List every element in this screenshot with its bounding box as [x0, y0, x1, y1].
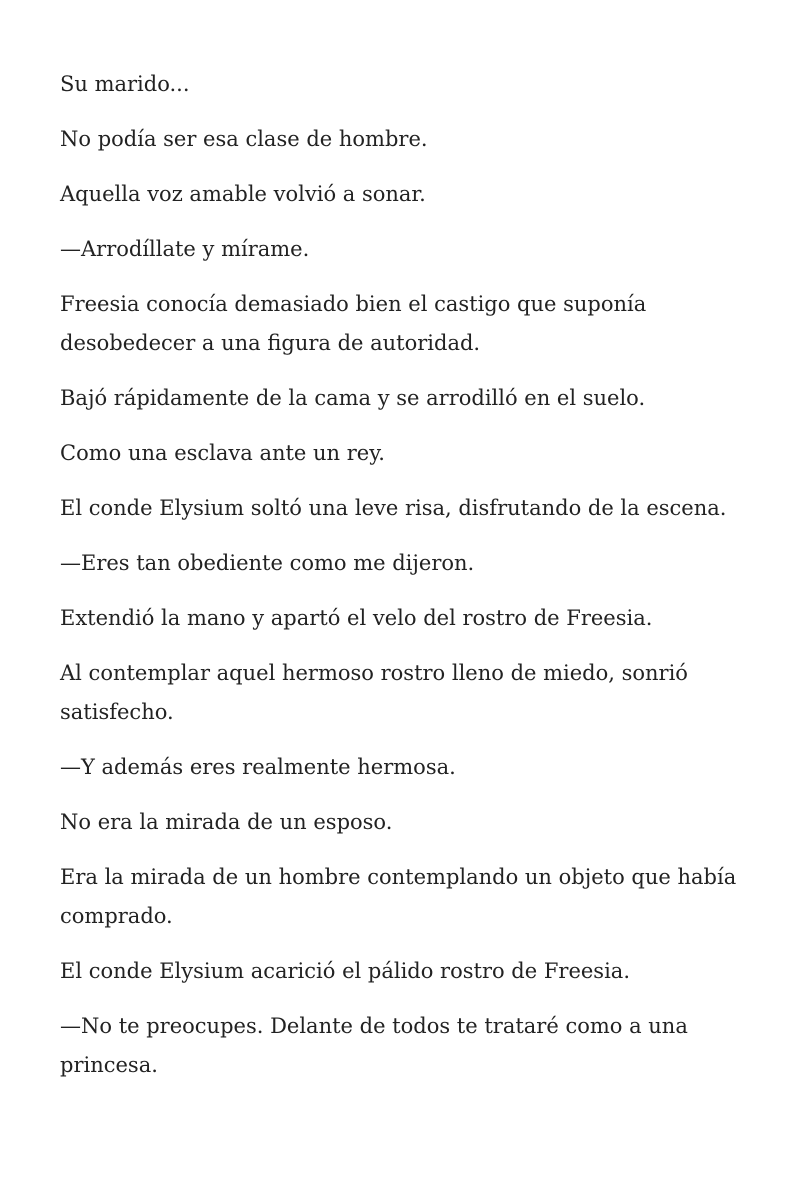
- paragraph: Bajó rápidamente de la cama y se arrodilló en el suelo.: [60, 386, 646, 410]
- paragraph: No podía ser esa clase de hombre.: [60, 127, 428, 151]
- paragraph: Al contemplar aquel hermoso rostro lleno de miedo, sonrió satisfecho.: [60, 661, 688, 724]
- paragraph: Como una esclava ante un rey.: [60, 441, 385, 465]
- paragraph: —No te preocupes. Delante de todos te trataré como a una princesa.: [60, 1014, 688, 1077]
- paragraph: No era la mirada de un esposo.: [60, 810, 393, 834]
- paragraph: —Arrodíllate y mírame.: [60, 237, 310, 261]
- paragraph: Aquella voz amable volvió a sonar.: [60, 182, 426, 206]
- paragraph: —Y además eres realmente hermosa.: [60, 755, 456, 779]
- paragraph: Freesia conocía demasiado bien el castigo que suponía desobedecer a una figura de autoridad.: [60, 292, 647, 355]
- paragraph: Era la mirada de un hombre contemplando un objeto que había comprado.: [60, 865, 737, 928]
- paragraph: Su marido...: [60, 72, 190, 96]
- paragraph: El conde Elysium acarició el pálido rostro de Freesia.: [60, 959, 630, 983]
- paragraph: —Eres tan obediente como me dijeron.: [60, 551, 475, 575]
- paragraph: Extendió la mano y apartó el velo del rostro de Freesia.: [60, 606, 653, 630]
- paragraph: El conde Elysium soltó una leve risa, disfrutando de la escena.: [60, 496, 727, 520]
